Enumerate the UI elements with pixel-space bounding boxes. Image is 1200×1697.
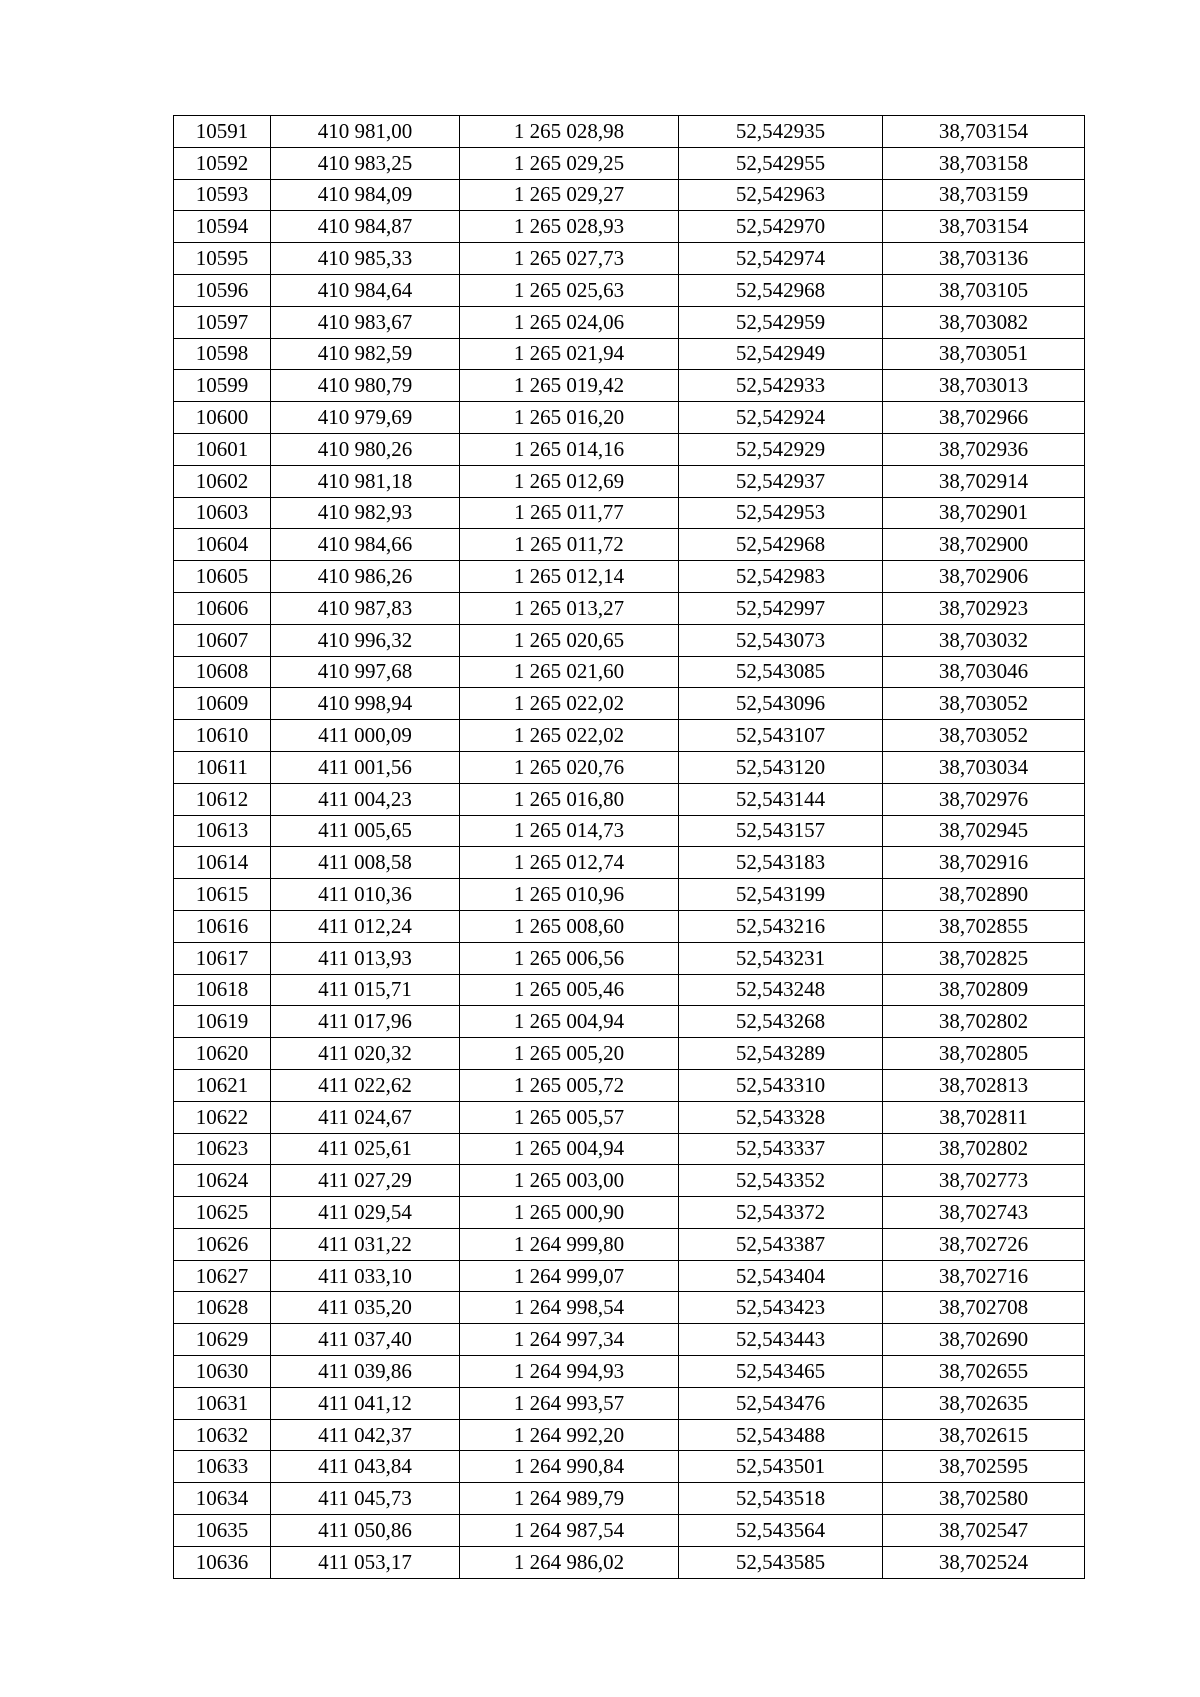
- point-number-cell: 10599: [174, 370, 271, 402]
- longitude-cell: 38,702615: [883, 1419, 1085, 1451]
- table-row: [174, 147, 1085, 179]
- latitude-cell: 52,543268: [679, 1006, 883, 1038]
- x-coordinate-cell: 411 050,86: [271, 1515, 460, 1547]
- table-row: [174, 1546, 1085, 1578]
- table-row: [174, 1038, 1085, 1070]
- table-row: [174, 1260, 1085, 1292]
- x-coordinate-cell: 410 986,26: [271, 561, 460, 593]
- point-number-cell: 10615: [174, 879, 271, 911]
- longitude-cell: 38,702547: [883, 1515, 1085, 1547]
- latitude-cell: 52,543476: [679, 1387, 883, 1419]
- point-number-cell: 10635: [174, 1515, 271, 1547]
- longitude-cell: 38,702966: [883, 402, 1085, 434]
- latitude-cell: 52,543107: [679, 720, 883, 752]
- latitude-cell: 52,542968: [679, 274, 883, 306]
- point-number-cell: 10618: [174, 974, 271, 1006]
- table-row: [174, 879, 1085, 911]
- table-row: [174, 402, 1085, 434]
- y-coordinate-cell: 1 265 028,93: [460, 211, 679, 243]
- point-number-cell: 10624: [174, 1165, 271, 1197]
- table-row: [174, 370, 1085, 402]
- point-number-cell: 10592: [174, 147, 271, 179]
- latitude-cell: 52,543328: [679, 1101, 883, 1133]
- point-number-cell: 10619: [174, 1006, 271, 1038]
- latitude-cell: 52,542937: [679, 465, 883, 497]
- point-number-cell: 10632: [174, 1419, 271, 1451]
- latitude-cell: 52,542963: [679, 179, 883, 211]
- longitude-cell: 38,703154: [883, 116, 1085, 148]
- table-row: [174, 1006, 1085, 1038]
- table-row: [174, 783, 1085, 815]
- y-coordinate-cell: 1 265 005,72: [460, 1069, 679, 1101]
- latitude-cell: 52,542997: [679, 592, 883, 624]
- latitude-cell: 52,543488: [679, 1419, 883, 1451]
- latitude-cell: 52,543443: [679, 1324, 883, 1356]
- y-coordinate-cell: 1 265 013,27: [460, 592, 679, 624]
- longitude-cell: 38,702900: [883, 529, 1085, 561]
- x-coordinate-cell: 411 025,61: [271, 1133, 460, 1165]
- table-row: [174, 1292, 1085, 1324]
- table-row: [174, 1387, 1085, 1419]
- table-row: [174, 1069, 1085, 1101]
- longitude-cell: 38,702595: [883, 1451, 1085, 1483]
- table-row: [174, 1101, 1085, 1133]
- point-number-cell: 10614: [174, 847, 271, 879]
- point-number-cell: 10617: [174, 942, 271, 974]
- y-coordinate-cell: 1 265 021,60: [460, 656, 679, 688]
- x-coordinate-cell: 411 015,71: [271, 974, 460, 1006]
- point-number-cell: 10595: [174, 243, 271, 275]
- y-coordinate-cell: 1 265 012,69: [460, 465, 679, 497]
- longitude-cell: 38,703013: [883, 370, 1085, 402]
- longitude-cell: 38,702901: [883, 497, 1085, 529]
- table-row: [174, 274, 1085, 306]
- table-row: [174, 211, 1085, 243]
- longitude-cell: 38,702813: [883, 1069, 1085, 1101]
- y-coordinate-cell: 1 264 989,79: [460, 1483, 679, 1515]
- x-coordinate-cell: 411 001,56: [271, 751, 460, 783]
- longitude-cell: 38,703032: [883, 624, 1085, 656]
- longitude-cell: 38,702743: [883, 1197, 1085, 1229]
- latitude-cell: 52,542929: [679, 433, 883, 465]
- y-coordinate-cell: 1 265 012,74: [460, 847, 679, 879]
- point-number-cell: 10600: [174, 402, 271, 434]
- y-coordinate-cell: 1 264 999,80: [460, 1228, 679, 1260]
- latitude-cell: 52,543216: [679, 910, 883, 942]
- longitude-cell: 38,702890: [883, 879, 1085, 911]
- table-row: [174, 497, 1085, 529]
- longitude-cell: 38,702825: [883, 942, 1085, 974]
- y-coordinate-cell: 1 265 024,06: [460, 306, 679, 338]
- latitude-cell: 52,543501: [679, 1451, 883, 1483]
- longitude-cell: 38,702976: [883, 783, 1085, 815]
- table-row: [174, 688, 1085, 720]
- point-number-cell: 10596: [174, 274, 271, 306]
- table-row: [174, 910, 1085, 942]
- point-number-cell: 10608: [174, 656, 271, 688]
- point-number-cell: 10633: [174, 1451, 271, 1483]
- x-coordinate-cell: 410 979,69: [271, 402, 460, 434]
- latitude-cell: 52,543144: [679, 783, 883, 815]
- x-coordinate-cell: 410 984,64: [271, 274, 460, 306]
- y-coordinate-cell: 1 265 016,80: [460, 783, 679, 815]
- x-coordinate-cell: 411 053,17: [271, 1546, 460, 1578]
- longitude-cell: 38,703154: [883, 211, 1085, 243]
- y-coordinate-cell: 1 265 029,27: [460, 179, 679, 211]
- point-number-cell: 10593: [174, 179, 271, 211]
- latitude-cell: 52,542955: [679, 147, 883, 179]
- x-coordinate-cell: 410 987,83: [271, 592, 460, 624]
- latitude-cell: 52,542949: [679, 338, 883, 370]
- latitude-cell: 52,543564: [679, 1515, 883, 1547]
- point-number-cell: 10611: [174, 751, 271, 783]
- table-row: [174, 624, 1085, 656]
- point-number-cell: 10631: [174, 1387, 271, 1419]
- point-number-cell: 10606: [174, 592, 271, 624]
- y-coordinate-cell: 1 265 014,16: [460, 433, 679, 465]
- point-number-cell: 10602: [174, 465, 271, 497]
- latitude-cell: 52,542974: [679, 243, 883, 275]
- latitude-cell: 52,543310: [679, 1069, 883, 1101]
- table-row: [174, 751, 1085, 783]
- x-coordinate-cell: 411 022,62: [271, 1069, 460, 1101]
- y-coordinate-cell: 1 265 011,77: [460, 497, 679, 529]
- y-coordinate-cell: 1 265 020,76: [460, 751, 679, 783]
- longitude-cell: 38,702855: [883, 910, 1085, 942]
- latitude-cell: 52,543096: [679, 688, 883, 720]
- point-number-cell: 10612: [174, 783, 271, 815]
- table-row: [174, 1483, 1085, 1515]
- x-coordinate-cell: 410 982,93: [271, 497, 460, 529]
- x-coordinate-cell: 410 983,67: [271, 306, 460, 338]
- longitude-cell: 38,702716: [883, 1260, 1085, 1292]
- y-coordinate-cell: 1 265 027,73: [460, 243, 679, 275]
- x-coordinate-cell: 410 985,33: [271, 243, 460, 275]
- latitude-cell: 52,543248: [679, 974, 883, 1006]
- latitude-cell: 52,542933: [679, 370, 883, 402]
- latitude-cell: 52,543073: [679, 624, 883, 656]
- point-number-cell: 10601: [174, 433, 271, 465]
- y-coordinate-cell: 1 265 022,02: [460, 720, 679, 752]
- y-coordinate-cell: 1 264 999,07: [460, 1260, 679, 1292]
- latitude-cell: 52,543231: [679, 942, 883, 974]
- longitude-cell: 38,702914: [883, 465, 1085, 497]
- table-row: [174, 1451, 1085, 1483]
- table-row: [174, 465, 1085, 497]
- table-row: [174, 815, 1085, 847]
- x-coordinate-cell: 410 997,68: [271, 656, 460, 688]
- longitude-cell: 38,702811: [883, 1101, 1085, 1133]
- y-coordinate-cell: 1 265 020,65: [460, 624, 679, 656]
- table-row: [174, 529, 1085, 561]
- x-coordinate-cell: 410 998,94: [271, 688, 460, 720]
- point-number-cell: 10609: [174, 688, 271, 720]
- y-coordinate-cell: 1 264 997,34: [460, 1324, 679, 1356]
- x-coordinate-cell: 411 042,37: [271, 1419, 460, 1451]
- y-coordinate-cell: 1 264 994,93: [460, 1356, 679, 1388]
- latitude-cell: 52,542935: [679, 116, 883, 148]
- x-coordinate-cell: 410 983,25: [271, 147, 460, 179]
- latitude-cell: 52,542983: [679, 561, 883, 593]
- table-row: [174, 1165, 1085, 1197]
- longitude-cell: 38,702655: [883, 1356, 1085, 1388]
- table-row: [174, 1515, 1085, 1547]
- latitude-cell: 52,543120: [679, 751, 883, 783]
- latitude-cell: 52,543585: [679, 1546, 883, 1578]
- y-coordinate-cell: 1 265 003,00: [460, 1165, 679, 1197]
- x-coordinate-cell: 411 013,93: [271, 942, 460, 974]
- y-coordinate-cell: 1 264 998,54: [460, 1292, 679, 1324]
- latitude-cell: 52,543337: [679, 1133, 883, 1165]
- longitude-cell: 38,702802: [883, 1006, 1085, 1038]
- latitude-cell: 52,543157: [679, 815, 883, 847]
- x-coordinate-cell: 411 005,65: [271, 815, 460, 847]
- y-coordinate-cell: 1 265 028,98: [460, 116, 679, 148]
- y-coordinate-cell: 1 265 029,25: [460, 147, 679, 179]
- longitude-cell: 38,703136: [883, 243, 1085, 275]
- latitude-cell: 52,543518: [679, 1483, 883, 1515]
- table-row: [174, 942, 1085, 974]
- longitude-cell: 38,702906: [883, 561, 1085, 593]
- latitude-cell: 52,543183: [679, 847, 883, 879]
- point-number-cell: 10636: [174, 1546, 271, 1578]
- longitude-cell: 38,703052: [883, 720, 1085, 752]
- y-coordinate-cell: 1 265 005,20: [460, 1038, 679, 1070]
- latitude-cell: 52,542959: [679, 306, 883, 338]
- longitude-cell: 38,703159: [883, 179, 1085, 211]
- latitude-cell: 52,543352: [679, 1165, 883, 1197]
- x-coordinate-cell: 411 008,58: [271, 847, 460, 879]
- point-number-cell: 10616: [174, 910, 271, 942]
- x-coordinate-cell: 411 045,73: [271, 1483, 460, 1515]
- x-coordinate-cell: 411 033,10: [271, 1260, 460, 1292]
- table-row: [174, 1356, 1085, 1388]
- x-coordinate-cell: 410 996,32: [271, 624, 460, 656]
- point-number-cell: 10634: [174, 1483, 271, 1515]
- point-number-cell: 10591: [174, 116, 271, 148]
- latitude-cell: 52,543404: [679, 1260, 883, 1292]
- x-coordinate-cell: 411 027,29: [271, 1165, 460, 1197]
- point-number-cell: 10626: [174, 1228, 271, 1260]
- latitude-cell: 52,543289: [679, 1038, 883, 1070]
- y-coordinate-cell: 1 264 987,54: [460, 1515, 679, 1547]
- point-number-cell: 10629: [174, 1324, 271, 1356]
- point-number-cell: 10630: [174, 1356, 271, 1388]
- longitude-cell: 38,703051: [883, 338, 1085, 370]
- table-row: [174, 1324, 1085, 1356]
- x-coordinate-cell: 411 000,09: [271, 720, 460, 752]
- y-coordinate-cell: 1 265 005,46: [460, 974, 679, 1006]
- point-number-cell: 10628: [174, 1292, 271, 1324]
- longitude-cell: 38,702805: [883, 1038, 1085, 1070]
- x-coordinate-cell: 410 984,09: [271, 179, 460, 211]
- latitude-cell: 52,543423: [679, 1292, 883, 1324]
- longitude-cell: 38,702708: [883, 1292, 1085, 1324]
- table-row: [174, 243, 1085, 275]
- x-coordinate-cell: 411 020,32: [271, 1038, 460, 1070]
- y-coordinate-cell: 1 264 992,20: [460, 1419, 679, 1451]
- longitude-cell: 38,702916: [883, 847, 1085, 879]
- x-coordinate-cell: 411 037,40: [271, 1324, 460, 1356]
- y-coordinate-cell: 1 265 012,14: [460, 561, 679, 593]
- table-row: [174, 433, 1085, 465]
- point-number-cell: 10625: [174, 1197, 271, 1229]
- y-coordinate-cell: 1 264 993,57: [460, 1387, 679, 1419]
- x-coordinate-cell: 411 012,24: [271, 910, 460, 942]
- x-coordinate-cell: 410 982,59: [271, 338, 460, 370]
- y-coordinate-cell: 1 265 016,20: [460, 402, 679, 434]
- table-row: [174, 1197, 1085, 1229]
- table-row: [174, 1133, 1085, 1165]
- table-row: [174, 656, 1085, 688]
- table-row: [174, 1228, 1085, 1260]
- table-row: [174, 116, 1085, 148]
- point-number-cell: 10623: [174, 1133, 271, 1165]
- coordinates-table-body: [174, 116, 1085, 1579]
- table-row: [174, 592, 1085, 624]
- longitude-cell: 38,703105: [883, 274, 1085, 306]
- table-row: [174, 179, 1085, 211]
- point-number-cell: 10594: [174, 211, 271, 243]
- x-coordinate-cell: 411 024,67: [271, 1101, 460, 1133]
- longitude-cell: 38,702726: [883, 1228, 1085, 1260]
- point-number-cell: 10627: [174, 1260, 271, 1292]
- longitude-cell: 38,703046: [883, 656, 1085, 688]
- longitude-cell: 38,703082: [883, 306, 1085, 338]
- point-number-cell: 10604: [174, 529, 271, 561]
- longitude-cell: 38,702945: [883, 815, 1085, 847]
- table-row: [174, 561, 1085, 593]
- table-row: [174, 847, 1085, 879]
- point-number-cell: 10607: [174, 624, 271, 656]
- y-coordinate-cell: 1 265 006,56: [460, 942, 679, 974]
- latitude-cell: 52,542924: [679, 402, 883, 434]
- table-row: [174, 720, 1085, 752]
- x-coordinate-cell: 410 984,87: [271, 211, 460, 243]
- latitude-cell: 52,543199: [679, 879, 883, 911]
- x-coordinate-cell: 410 980,26: [271, 433, 460, 465]
- longitude-cell: 38,702635: [883, 1387, 1085, 1419]
- y-coordinate-cell: 1 265 022,02: [460, 688, 679, 720]
- x-coordinate-cell: 411 031,22: [271, 1228, 460, 1260]
- longitude-cell: 38,702802: [883, 1133, 1085, 1165]
- x-coordinate-cell: 410 980,79: [271, 370, 460, 402]
- longitude-cell: 38,702936: [883, 433, 1085, 465]
- y-coordinate-cell: 1 265 014,73: [460, 815, 679, 847]
- table-row: [174, 306, 1085, 338]
- x-coordinate-cell: 411 017,96: [271, 1006, 460, 1038]
- latitude-cell: 52,543085: [679, 656, 883, 688]
- longitude-cell: 38,703052: [883, 688, 1085, 720]
- y-coordinate-cell: 1 265 004,94: [460, 1006, 679, 1038]
- longitude-cell: 38,702690: [883, 1324, 1085, 1356]
- point-number-cell: 10621: [174, 1069, 271, 1101]
- point-number-cell: 10622: [174, 1101, 271, 1133]
- x-coordinate-cell: 411 041,12: [271, 1387, 460, 1419]
- y-coordinate-cell: 1 265 008,60: [460, 910, 679, 942]
- longitude-cell: 38,702580: [883, 1483, 1085, 1515]
- latitude-cell: 52,542953: [679, 497, 883, 529]
- table-row: [174, 338, 1085, 370]
- point-number-cell: 10613: [174, 815, 271, 847]
- latitude-cell: 52,542970: [679, 211, 883, 243]
- table-row: [174, 1419, 1085, 1451]
- x-coordinate-cell: 410 981,00: [271, 116, 460, 148]
- latitude-cell: 52,543465: [679, 1356, 883, 1388]
- point-number-cell: 10610: [174, 720, 271, 752]
- longitude-cell: 38,702923: [883, 592, 1085, 624]
- y-coordinate-cell: 1 265 010,96: [460, 879, 679, 911]
- latitude-cell: 52,542968: [679, 529, 883, 561]
- x-coordinate-cell: 411 043,84: [271, 1451, 460, 1483]
- x-coordinate-cell: 411 004,23: [271, 783, 460, 815]
- longitude-cell: 38,703034: [883, 751, 1085, 783]
- x-coordinate-cell: 410 984,66: [271, 529, 460, 561]
- y-coordinate-cell: 1 265 005,57: [460, 1101, 679, 1133]
- x-coordinate-cell: 411 010,36: [271, 879, 460, 911]
- longitude-cell: 38,702773: [883, 1165, 1085, 1197]
- table-row: [174, 974, 1085, 1006]
- point-number-cell: 10597: [174, 306, 271, 338]
- point-number-cell: 10605: [174, 561, 271, 593]
- y-coordinate-cell: 1 265 011,72: [460, 529, 679, 561]
- y-coordinate-cell: 1 265 021,94: [460, 338, 679, 370]
- y-coordinate-cell: 1 264 990,84: [460, 1451, 679, 1483]
- point-number-cell: 10620: [174, 1038, 271, 1070]
- x-coordinate-cell: 411 029,54: [271, 1197, 460, 1229]
- point-number-cell: 10598: [174, 338, 271, 370]
- x-coordinate-cell: 411 035,20: [271, 1292, 460, 1324]
- x-coordinate-cell: 410 981,18: [271, 465, 460, 497]
- coordinates-table: [173, 115, 1085, 1579]
- y-coordinate-cell: 1 265 019,42: [460, 370, 679, 402]
- latitude-cell: 52,543387: [679, 1228, 883, 1260]
- latitude-cell: 52,543372: [679, 1197, 883, 1229]
- longitude-cell: 38,702809: [883, 974, 1085, 1006]
- point-number-cell: 10603: [174, 497, 271, 529]
- y-coordinate-cell: 1 265 000,90: [460, 1197, 679, 1229]
- longitude-cell: 38,702524: [883, 1546, 1085, 1578]
- y-coordinate-cell: 1 264 986,02: [460, 1546, 679, 1578]
- y-coordinate-cell: 1 265 025,63: [460, 274, 679, 306]
- x-coordinate-cell: 411 039,86: [271, 1356, 460, 1388]
- y-coordinate-cell: 1 265 004,94: [460, 1133, 679, 1165]
- longitude-cell: 38,703158: [883, 147, 1085, 179]
